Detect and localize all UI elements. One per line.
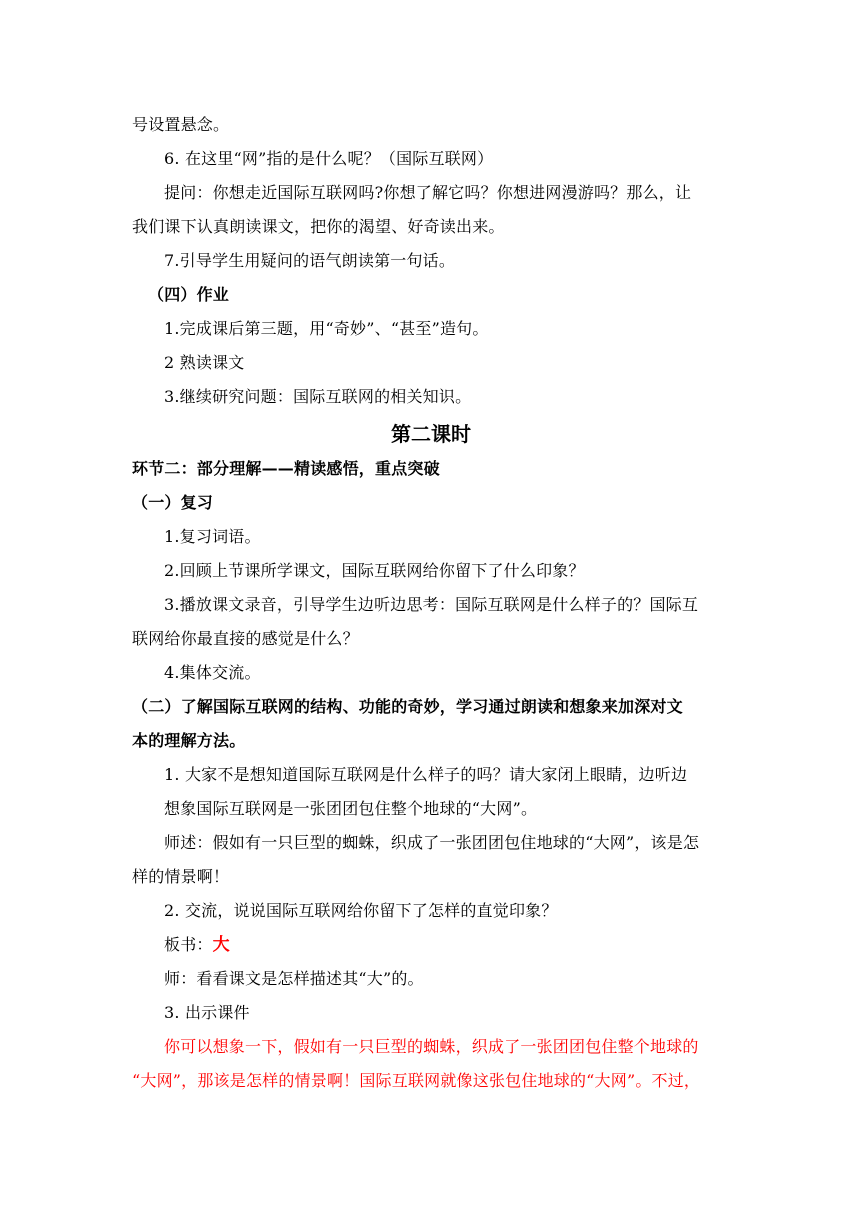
paragraph-line: 3.继续研究问题：国际互联网的相关知识。	[164, 387, 472, 406]
paragraph-line: 4.集体交流。	[164, 663, 261, 682]
paragraph-line: 提问：你想走近国际互联网吗?你想了解它吗？你想进网漫游吗？那么，让	[164, 183, 692, 202]
paragraph-line: 1. 大家不是想知道国际互联网是什么样子的吗？请大家闭上眼睛，边听边	[164, 765, 688, 784]
paragraph-line: 师述：假如有一只巨型的蜘蛛，织成了一张团团包住地球的“大网”，该是怎	[164, 833, 700, 852]
paragraph-line: 1.完成课后第三题，用“奇妙”、“甚至”造句。	[164, 319, 489, 338]
paragraph-line: 我们课下认真朗读课文，把你的渴望、好奇读出来。	[132, 217, 505, 236]
blackboard-label: 板书：	[164, 935, 213, 954]
section-heading-homework: （四）作业	[148, 285, 230, 304]
courseware-quote-line: “大网”，那该是怎样的情景啊！国际互联网就像这张包住地球的“大网”。不过，	[132, 1071, 701, 1090]
paragraph-line: 6. 在这里“网”指的是什么呢？（国际互联网）	[164, 149, 494, 168]
paragraph-line: 样的情景啊！	[132, 867, 230, 886]
section-heading-understanding: （二）了解国际互联网的结构、功能的奇妙，学习通过朗读和想象来加深对文	[132, 697, 683, 716]
lesson-title: 第二课时	[391, 422, 471, 446]
paragraph-line: 2 熟读课文	[164, 353, 245, 372]
blackboard-keyword: 大	[212, 935, 230, 955]
paragraph-line: 2.回顾上节课所学课文，国际互联网给你留下了什么印象？	[164, 561, 585, 580]
paragraph-line: 想象国际互联网是一张团团包住整个地球的“大网”。	[164, 799, 538, 818]
paragraph-line: 3.播放课文录音，引导学生边听边思考：国际互联网是什么样子的？国际互	[164, 595, 699, 614]
courseware-quote-line: 你可以想象一下，假如有一只巨型的蜘蛛，织成了一张团团包住整个地球的	[164, 1037, 699, 1056]
paragraph-line: 师：看看课文是怎样描述其“大”的。	[164, 969, 424, 988]
stage-heading: 环节二：部分理解——精读感悟，重点突破	[132, 459, 440, 478]
blackboard-line	[132, 928, 730, 962]
document-page	[132, 108, 730, 1098]
paragraph-line: 1.复习词语。	[164, 527, 261, 546]
paragraph-line: 联网给你最直接的感觉是什么？	[132, 629, 359, 648]
paragraph-line: 2. 交流，说说国际互联网给你留下了怎样的直觉印象？	[164, 901, 558, 920]
paragraph-line: 7.引导学生用疑问的语气朗读第一句话。	[164, 251, 456, 270]
paragraph-line: 3. 出示课件	[164, 1003, 250, 1022]
paragraph-line: 号设置悬念。	[132, 115, 230, 134]
section-heading-review: （一）复习	[132, 493, 214, 512]
section-heading-understanding-cont: 本的理解方法。	[132, 731, 246, 750]
